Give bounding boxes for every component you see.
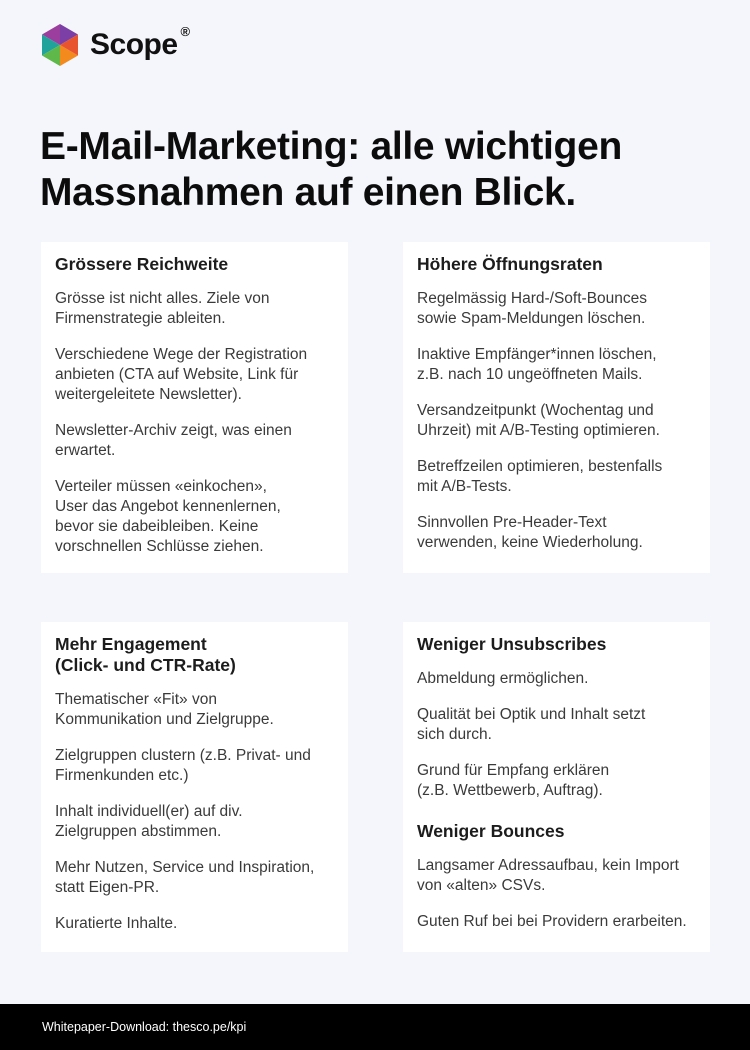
card-reichweite — [41, 242, 348, 573]
card-item: Newsletter-Archiv zeigt, was einen erwartet. — [55, 422, 292, 459]
card-item: Versandzeitpunkt (Wochentag und Uhrzeit) mit A/B-Testing optimieren. — [417, 402, 660, 439]
card-item: Regelmässig Hard-/Soft-Bounces sowie Spam-Meldungen löschen. — [417, 290, 648, 327]
card-item: Kuratierte Inhalte. — [55, 915, 178, 932]
card-item: Inhalt individuell(er) auf div. Zielgruppen abstimmen. — [55, 803, 243, 840]
card-item: Grösse ist nicht alles. Ziele von Firmenstrategie ableiten. — [55, 290, 270, 327]
brand-name: Scope ® — [90, 24, 190, 61]
card-item: Inaktive Empfänger*innen löschen, z.B. nach 10 ungeöffneten Mails. — [417, 346, 657, 383]
card-item: Sinnvollen Pre-Header-Text verwenden, keine Wiederholung. — [417, 514, 643, 551]
card-item: Mehr Nutzen, Service und Inspiration, statt Eigen-PR. — [55, 859, 315, 896]
card-item: Verteiler müssen «einkochen», User das Angebot kennenlernen, bevor sie dabeibleiben. Keine vorschnellen Schlüsse ziehen. — [55, 478, 281, 555]
scope-logo-icon — [41, 24, 79, 66]
card-item: Zielgruppen clustern (z.B. Privat- und Firmenkunden etc.) — [55, 747, 311, 784]
card-item: Guten Ruf bei bei Providern erarbeiten. — [417, 913, 687, 930]
title-line: E-Mail-Marketing: alle wichtigen — [40, 125, 622, 168]
registered-mark: ® — [180, 24, 190, 39]
logo — [41, 24, 190, 66]
card-item: Abmeldung ermöglichen. — [417, 670, 589, 687]
card-unsubscribes-bounces — [403, 622, 710, 952]
card-heading: Weniger Bounces — [417, 821, 565, 841]
title-line: Massnahmen auf einen Blick. — [40, 171, 576, 214]
card-item: Verschiedene Wege der Registration anbieten (CTA auf Website, Link für weitergeleitete Newsletter). — [55, 346, 308, 403]
footer — [0, 1004, 750, 1050]
page-title — [40, 124, 720, 216]
card-heading: Mehr Engagement (Click- und CTR-Rate) — [55, 634, 236, 675]
card-item: Thematischer «Fit» von Kommunikation und Zielgruppe. — [55, 691, 274, 728]
card-item: Langsamer Adressaufbau, kein Import von «alten» CSVs. — [417, 857, 679, 894]
card-item: Betreffzeilen optimieren, bestenfalls mit A/B-Tests. — [417, 458, 663, 495]
card-engagement — [41, 622, 348, 952]
card-heading: Weniger Unsubscribes — [417, 634, 607, 654]
card-heading: Höhere Öffnungsraten — [417, 254, 603, 274]
footer-download-link[interactable]: Whitepaper-Download: thesco.pe/kpi — [42, 1020, 247, 1034]
card-item: Qualität bei Optik und Inhalt setzt sich durch. — [417, 706, 646, 743]
card-item: Grund für Empfang erklären (z.B. Wettbewerb, Auftrag). — [417, 762, 610, 799]
card-heading: Grössere Reichweite — [55, 254, 229, 274]
card-oeffnungsraten — [403, 242, 710, 573]
